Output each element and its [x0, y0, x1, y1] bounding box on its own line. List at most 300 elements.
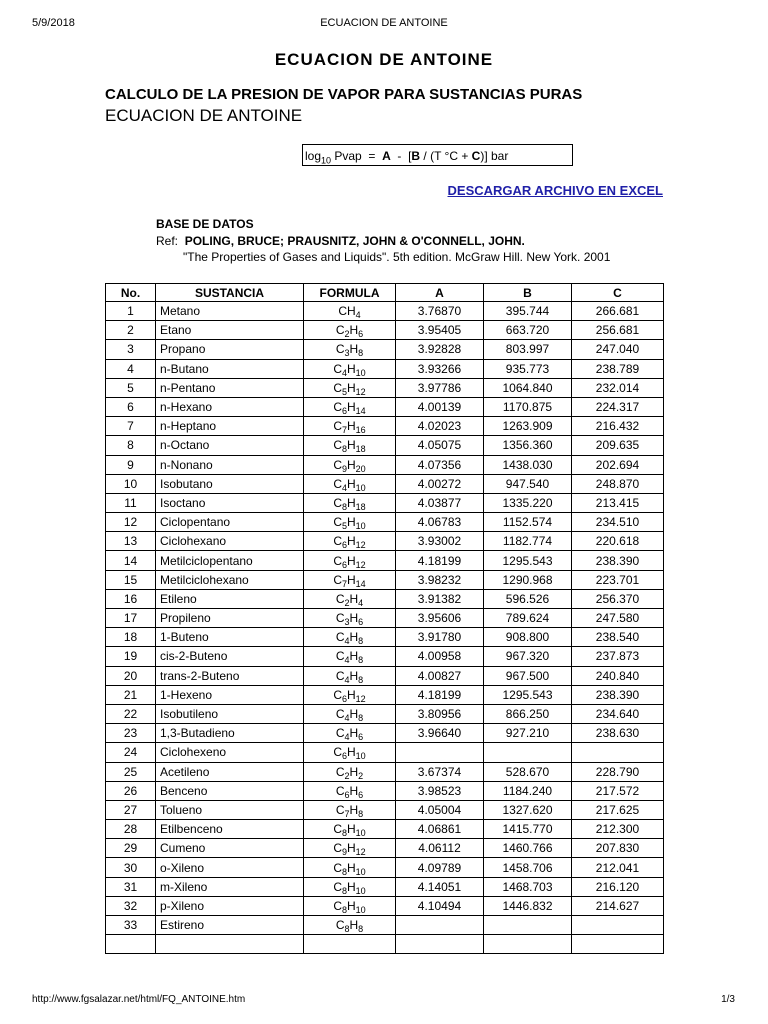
cell-formula — [304, 896, 396, 915]
formula-subscript: 4 — [344, 732, 350, 743]
formula-subscript: 6 — [341, 559, 347, 570]
cell-b: 803.997 — [484, 340, 572, 359]
formula-subscript: 7 — [344, 808, 350, 819]
table-row — [106, 743, 664, 762]
cell-a: 3.92828 — [396, 340, 484, 359]
cell-formula — [304, 513, 396, 532]
cell-no: 33 — [106, 916, 156, 935]
footer-page-number: 1/3 — [721, 994, 735, 1005]
cell-no: 10 — [106, 474, 156, 493]
cell-no: 4 — [106, 359, 156, 378]
cell-a: 3.93266 — [396, 359, 484, 378]
formula-element: H — [349, 342, 359, 357]
formula-element: C — [333, 841, 342, 856]
formula-subscript: 14 — [355, 578, 366, 589]
formula-subscript: 12 — [355, 386, 366, 397]
cell-formula — [304, 493, 396, 512]
cell-sustancia: Propileno — [156, 609, 304, 628]
header-no: No. — [106, 284, 156, 302]
table-row — [106, 589, 664, 608]
table-row — [106, 839, 664, 858]
formula-element: C — [335, 649, 345, 664]
cell-b: 789.624 — [484, 609, 572, 628]
formula-subscript: 8 — [341, 828, 347, 839]
cell-sustancia: Cumeno — [156, 839, 304, 858]
cell-b: 1152.574 — [484, 513, 572, 532]
cell-sustancia: cis-2-Buteno — [156, 647, 304, 666]
cell-c: 216.120 — [572, 877, 664, 896]
cell-c: 212.041 — [572, 858, 664, 877]
cell-a: 4.06112 — [396, 839, 484, 858]
formula-element: H — [349, 668, 359, 683]
cell-sustancia: Metilciclopentano — [156, 551, 304, 570]
cell-c: 216.432 — [572, 417, 664, 436]
cell-b: 1295.543 — [484, 551, 572, 570]
cell-formula — [304, 570, 396, 589]
cell-b: 1064.840 — [484, 378, 572, 397]
formula-subscript: 3 — [344, 348, 350, 359]
cell-a: 3.97786 — [396, 378, 484, 397]
formula-element: C — [335, 630, 345, 645]
cell-a: 3.91382 — [396, 589, 484, 608]
cell-formula — [304, 436, 396, 455]
cell-a — [396, 916, 484, 935]
formula-minus: - [ — [390, 149, 412, 163]
formula-subscript: 6 — [358, 789, 364, 800]
page-title: ECUACION DE ANTOINE — [274, 50, 494, 69]
table-row — [106, 781, 664, 800]
cell-a: 3.67374 — [396, 762, 484, 781]
cell-a: 3.80956 — [396, 704, 484, 723]
table-row — [106, 570, 664, 589]
cell-formula — [304, 781, 396, 800]
cell-formula — [304, 302, 396, 321]
cell-formula — [304, 397, 396, 416]
cell-formula — [304, 417, 396, 436]
cell-c: 247.580 — [572, 609, 664, 628]
formula-subscript: 6 — [341, 693, 347, 704]
cell-sustancia: n-Hexano — [156, 397, 304, 416]
subtitle-calculo: CALCULO DE LA PRESION DE VAPOR PARA SUSTANCIAS PURAS — [105, 86, 583, 103]
cell-no: 2 — [106, 321, 156, 340]
cell-sustancia: n-Butano — [156, 359, 304, 378]
cell-c: 237.873 — [572, 647, 664, 666]
formula-element: H — [349, 918, 359, 933]
formula-element: H — [347, 380, 356, 395]
cell-formula — [304, 647, 396, 666]
table-row — [106, 609, 664, 628]
formula-element: C — [333, 572, 342, 587]
cell-c: 223.701 — [572, 570, 664, 589]
formula-subscript: 10 — [355, 828, 366, 839]
table-row — [106, 704, 664, 723]
formula-c: C — [471, 149, 481, 163]
formula-element: C — [333, 515, 342, 530]
cell-c — [572, 916, 664, 935]
cell-sustancia: Isobutileno — [156, 704, 304, 723]
table-row — [106, 896, 664, 915]
cell-sustancia: Tolueno — [156, 800, 304, 819]
table-row — [106, 321, 664, 340]
table-body — [106, 302, 664, 954]
formula-subscript: 4 — [341, 367, 347, 378]
formula-element: C — [335, 591, 345, 606]
cell-b: 1438.030 — [484, 455, 572, 474]
cell-b: 395.744 — [484, 302, 572, 321]
cell-no: 15 — [106, 570, 156, 589]
cell-c — [572, 935, 664, 954]
cell-no: 13 — [106, 532, 156, 551]
cell-c: 202.694 — [572, 455, 664, 474]
table-row — [106, 302, 664, 321]
cell-sustancia: n-Heptano — [156, 417, 304, 436]
download-excel-link[interactable]: DESCARGAR ARCHIVO EN EXCEL — [447, 183, 663, 198]
cell-a: 4.00272 — [396, 474, 484, 493]
cell-b — [484, 916, 572, 935]
cell-no: 9 — [106, 455, 156, 474]
formula-subscript: 8 — [341, 501, 347, 512]
formula-element: H — [346, 304, 356, 319]
cell-formula — [304, 820, 396, 839]
formula-element: H — [347, 841, 356, 856]
formula-element: C — [333, 419, 342, 434]
cell-formula — [304, 532, 396, 551]
formula-element: C — [335, 764, 345, 779]
cell-sustancia: Metilciclohexano — [156, 570, 304, 589]
database-book: "The Properties of Gases and Liquids". 5th edition. McGraw Hill. New York. 2001 — [183, 250, 611, 264]
cell-a: 4.06861 — [396, 820, 484, 839]
cell-b: 967.320 — [484, 647, 572, 666]
formula-element: H — [349, 783, 359, 798]
cell-a: 4.09789 — [396, 858, 484, 877]
cell-formula — [304, 839, 396, 858]
cell-a: 4.10494 — [396, 896, 484, 915]
formula-subscript: 4 — [344, 713, 350, 724]
formula-element: C — [335, 918, 345, 933]
cell-a: 4.00827 — [396, 666, 484, 685]
cell-sustancia: 1-Buteno — [156, 628, 304, 647]
formula-element: H — [347, 879, 356, 894]
cell-formula — [304, 455, 396, 474]
cell-no: 32 — [106, 896, 156, 915]
cell-no: 29 — [106, 839, 156, 858]
table-row — [106, 800, 664, 819]
formula-subscript: 10 — [355, 367, 366, 378]
cell-formula — [304, 877, 396, 896]
table-row — [106, 532, 664, 551]
cell-b: 1327.620 — [484, 800, 572, 819]
cell-sustancia: m-Xileno — [156, 877, 304, 896]
antoine-constants-table — [105, 283, 664, 954]
formula-subscript: 16 — [355, 425, 366, 436]
formula-element: H — [349, 707, 359, 722]
subtitle-ecuacion: ECUACION DE ANTOINE — [105, 106, 303, 125]
cell-b: 935.773 — [484, 359, 572, 378]
formula-subscript: 8 — [344, 924, 350, 935]
cell-b: 1170.875 — [484, 397, 572, 416]
cell-a: 4.18199 — [396, 685, 484, 704]
formula-element: H — [347, 457, 356, 472]
formula-element: C — [333, 553, 342, 568]
footer-url: http://www.fgsalazar.net/html/FQ_ANTOINE.htm — [32, 994, 246, 1005]
cell-sustancia: Acetileno — [156, 762, 304, 781]
formula-subscript: 4 — [341, 482, 347, 493]
cell-sustancia: Etano — [156, 321, 304, 340]
formula-element: H — [349, 649, 359, 664]
cell-formula — [304, 589, 396, 608]
formula-a: A — [382, 149, 391, 163]
cell-a: 4.03877 — [396, 493, 484, 512]
cell-a: 3.98523 — [396, 781, 484, 800]
cell-c: 217.625 — [572, 800, 664, 819]
formula-element: H — [347, 860, 356, 875]
cell-no: 14 — [106, 551, 156, 570]
formula-mid: / (T °C + — [420, 149, 472, 163]
cell-a — [396, 935, 484, 954]
cell-a: 4.05004 — [396, 800, 484, 819]
table-row — [106, 397, 664, 416]
cell-sustancia: 1,3-Butadieno — [156, 724, 304, 743]
cell-c: 238.630 — [572, 724, 664, 743]
cell-c: 234.510 — [572, 513, 664, 532]
formula-element: C — [333, 380, 342, 395]
cell-a: 4.02023 — [396, 417, 484, 436]
cell-sustancia: n-Nonano — [156, 455, 304, 474]
cell-c: 240.840 — [572, 666, 664, 685]
table-row — [106, 436, 664, 455]
cell-c: 238.390 — [572, 685, 664, 704]
cell-c: 209.635 — [572, 436, 664, 455]
header-a: A — [396, 284, 484, 302]
table-row — [106, 858, 664, 877]
formula-element: H — [347, 400, 356, 415]
formula-subscript: 12 — [355, 540, 366, 551]
cell-c: 238.390 — [572, 551, 664, 570]
cell-no: 30 — [106, 858, 156, 877]
formula-element: C — [333, 534, 342, 549]
cell-a: 4.00139 — [396, 397, 484, 416]
cell-formula — [304, 935, 396, 954]
table-row — [106, 359, 664, 378]
cell-a: 4.06783 — [396, 513, 484, 532]
cell-sustancia: p-Xileno — [156, 896, 304, 915]
cell-a: 4.07356 — [396, 455, 484, 474]
cell-sustancia: Metano — [156, 302, 304, 321]
formula-subscript: 7 — [341, 425, 347, 436]
formula-element: H — [347, 745, 356, 760]
formula-element: H — [347, 898, 356, 913]
formula-subscript: 4 — [355, 310, 361, 321]
formula-element: C — [333, 495, 342, 510]
formula-subscript: 5 — [341, 521, 347, 532]
cell-sustancia: Ciclopentano — [156, 513, 304, 532]
formula-element: C — [333, 457, 342, 472]
formula-subscript: 6 — [358, 732, 364, 743]
cell-b: 1446.832 — [484, 896, 572, 915]
cell-no: 16 — [106, 589, 156, 608]
cell-sustancia: o-Xileno — [156, 858, 304, 877]
cell-b: 927.210 — [484, 724, 572, 743]
cell-c: 232.014 — [572, 378, 664, 397]
formula-element: H — [349, 802, 359, 817]
cell-formula — [304, 666, 396, 685]
cell-formula — [304, 724, 396, 743]
database-reference — [156, 234, 525, 248]
cell-a: 3.96640 — [396, 724, 484, 743]
database-title: BASE DE DATOS — [156, 217, 254, 231]
cell-c: 247.040 — [572, 340, 664, 359]
formula-subscript: 8 — [341, 866, 347, 877]
cell-b: 1460.766 — [484, 839, 572, 858]
cell-formula — [304, 340, 396, 359]
formula-element: H — [347, 495, 356, 510]
formula-subscript: 6 — [344, 789, 350, 800]
header-sustancia: SUSTANCIA — [156, 284, 304, 302]
cell-no — [106, 935, 156, 954]
cell-no: 31 — [106, 877, 156, 896]
table-row — [106, 474, 664, 493]
cell-sustancia: 1-Hexeno — [156, 685, 304, 704]
cell-no: 22 — [106, 704, 156, 723]
formula-element: H — [349, 591, 359, 606]
cell-formula — [304, 916, 396, 935]
cell-b: 1468.703 — [484, 877, 572, 896]
cell-sustancia — [156, 935, 304, 954]
formula-subscript: 8 — [341, 904, 347, 915]
cell-no: 8 — [106, 436, 156, 455]
print-date: 5/9/2018 — [32, 17, 75, 29]
formula-element: H — [347, 361, 356, 376]
cell-b: 947.540 — [484, 474, 572, 493]
cell-no: 28 — [106, 820, 156, 839]
formula-element: C — [333, 400, 342, 415]
cell-a: 3.95405 — [396, 321, 484, 340]
formula-subscript: 12 — [355, 559, 366, 570]
cell-b: 528.670 — [484, 762, 572, 781]
formula-subscript: 8 — [358, 674, 364, 685]
formula-element: H — [347, 553, 356, 568]
cell-b: 967.500 — [484, 666, 572, 685]
cell-a: 3.91780 — [396, 628, 484, 647]
cell-c: 234.640 — [572, 704, 664, 723]
cell-b: 1263.909 — [484, 417, 572, 436]
cell-formula — [304, 474, 396, 493]
cell-c: 212.300 — [572, 820, 664, 839]
formula-element: C — [333, 879, 342, 894]
table-row — [106, 417, 664, 436]
formula-element: H — [349, 611, 359, 626]
formula-element: C — [333, 476, 342, 491]
cell-sustancia: n-Octano — [156, 436, 304, 455]
formula-element: C — [335, 668, 345, 683]
formula-subscript: 6 — [341, 751, 347, 762]
formula-subscript: 2 — [344, 329, 350, 340]
cell-a: 4.18199 — [396, 551, 484, 570]
formula-element: H — [347, 515, 356, 530]
formula-subscript: 8 — [341, 444, 347, 455]
table-row — [106, 340, 664, 359]
table-row — [106, 378, 664, 397]
cell-sustancia: trans-2-Buteno — [156, 666, 304, 685]
formula-element: H — [347, 438, 356, 453]
cell-a: 4.14051 — [396, 877, 484, 896]
print-header-title: ECUACION DE ANTOINE — [320, 17, 448, 29]
cell-no: 23 — [106, 724, 156, 743]
cell-c: 220.618 — [572, 532, 664, 551]
formula-subscript: 7 — [341, 578, 347, 589]
cell-no: 11 — [106, 493, 156, 512]
formula-element: C — [333, 860, 342, 875]
formula-subscript: 8 — [358, 713, 364, 724]
cell-no: 18 — [106, 628, 156, 647]
formula-subscript: 10 — [355, 521, 366, 532]
cell-b: 596.526 — [484, 589, 572, 608]
cell-sustancia: Estireno — [156, 916, 304, 935]
formula-element: C — [333, 361, 342, 376]
formula-subscript: 9 — [341, 847, 347, 858]
formula-subscript: 4 — [344, 655, 350, 666]
formula-element: C — [333, 687, 342, 702]
cell-no: 21 — [106, 685, 156, 704]
cell-b: 1184.240 — [484, 781, 572, 800]
cell-a: 4.00958 — [396, 647, 484, 666]
formula-end: )] bar — [480, 149, 509, 163]
cell-formula — [304, 609, 396, 628]
formula-subscript: 8 — [358, 348, 364, 359]
cell-b: 908.800 — [484, 628, 572, 647]
cell-no: 1 — [106, 302, 156, 321]
formula-subscript: 10 — [355, 751, 366, 762]
table-row — [106, 513, 664, 532]
cell-formula — [304, 628, 396, 647]
formula-element: H — [347, 476, 356, 491]
cell-no: 6 — [106, 397, 156, 416]
cell-c: 224.317 — [572, 397, 664, 416]
cell-sustancia: Ciclohexeno — [156, 743, 304, 762]
cell-b: 1290.968 — [484, 570, 572, 589]
formula-element: H — [347, 419, 356, 434]
table-row — [106, 916, 664, 935]
formula-element: C — [335, 707, 345, 722]
table-header-row — [106, 284, 664, 302]
cell-c: 256.370 — [572, 589, 664, 608]
table-row — [106, 628, 664, 647]
cell-b: 1295.543 — [484, 685, 572, 704]
table-row — [106, 877, 664, 896]
formula-subscript: 2 — [344, 770, 350, 781]
cell-c — [572, 743, 664, 762]
reference-authors: POLING, BRUCE; PRAUSNITZ, JOHN & O'CONNELL, JOHN. — [184, 234, 525, 248]
formula-element: H — [347, 534, 356, 549]
formula-subscript: 18 — [355, 501, 366, 512]
formula-log-subscript: 10 — [321, 155, 332, 166]
cell-b: 1356.360 — [484, 436, 572, 455]
cell-no: 27 — [106, 800, 156, 819]
formula-element: C — [335, 726, 345, 741]
formula-subscript: 10 — [355, 885, 366, 896]
cell-b: 1335.220 — [484, 493, 572, 512]
cell-c: 228.790 — [572, 762, 664, 781]
cell-formula — [304, 378, 396, 397]
formula-subscript: 8 — [358, 655, 364, 666]
table-row — [106, 724, 664, 743]
cell-b: 1182.774 — [484, 532, 572, 551]
formula-subscript: 8 — [358, 924, 364, 935]
cell-b — [484, 743, 572, 762]
table-row — [106, 455, 664, 474]
formula-subscript: 12 — [355, 847, 366, 858]
cell-no: 3 — [106, 340, 156, 359]
